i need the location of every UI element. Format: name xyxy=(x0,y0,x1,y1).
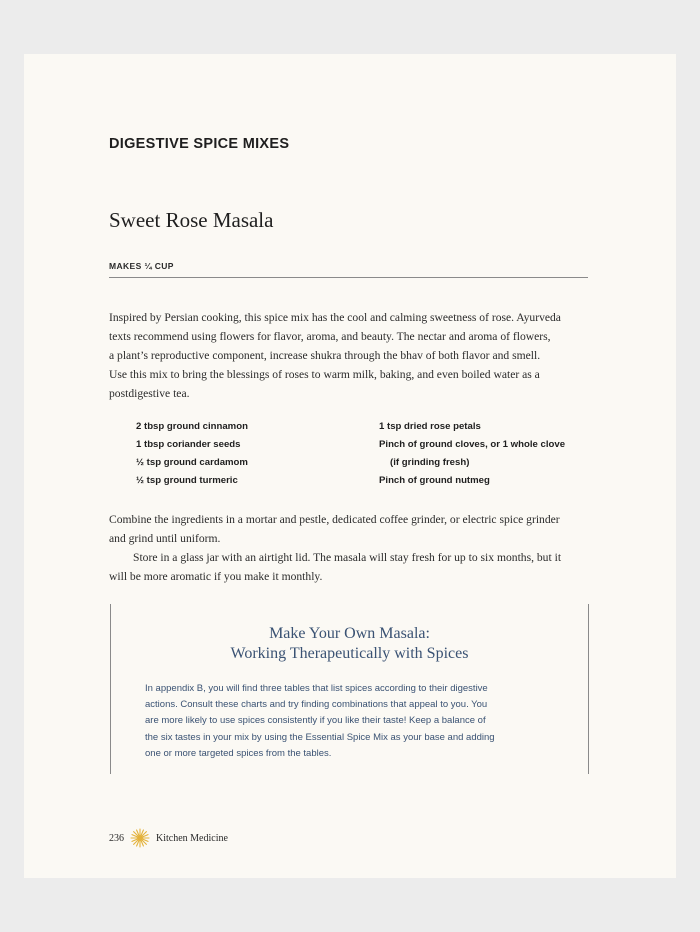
intro-line: a plant’s reproductive component, increase shukra through the bhav of both flavor and smell. xyxy=(109,349,541,362)
intro-line: Inspired by Persian cooking, this spice mix has the cool and calming sweetness of rose. Ayurveda xyxy=(109,311,561,324)
method-line: will be more aromatic if you make it monthly. xyxy=(109,570,323,583)
method-paragraph xyxy=(109,510,597,548)
page-footer xyxy=(109,828,228,848)
sidebar-title-line: Working Therapeutically with Spices xyxy=(230,645,469,662)
intro-line: Use this mix to bring the blessings of roses to warm milk, baking, and even boiled water as a xyxy=(109,368,540,381)
sun-icon xyxy=(130,828,150,848)
sidebar-title-line: Make Your Own Masala: xyxy=(269,625,430,642)
recipe-method xyxy=(109,510,597,586)
sidebar-line: In appendix B, you will find three tables that list spices according to their digestive xyxy=(145,683,488,694)
ingredient-item: 1 tsp dried rose petals xyxy=(379,421,481,432)
intro-line: texts recommend using flowers for flavor, aroma, and beauty. The nectar and aroma of flowers, xyxy=(109,330,551,343)
section-title: DIGESTIVE SPICE MIXES xyxy=(109,136,290,152)
method-paragraph xyxy=(109,548,597,586)
sidebar-box xyxy=(110,604,589,774)
sidebar-line: actions. Consult these charts and try finding combinations that appeal to you. You xyxy=(145,699,488,711)
recipe-intro xyxy=(109,308,595,403)
method-line: Store in a glass jar with an airtight lid. The masala will stay fresh for up to six months, but it xyxy=(133,551,562,564)
intro-line: postdigestive tea. xyxy=(109,387,190,400)
ingredient-note: (if grinding fresh) xyxy=(390,457,470,468)
page-number: 236 xyxy=(109,832,124,844)
ingredient-item: ½ tsp ground turmeric xyxy=(136,475,238,486)
sidebar-body xyxy=(145,681,557,762)
sidebar-title xyxy=(111,624,588,664)
ingredient-item: 2 tbsp ground cinnamon xyxy=(136,421,248,432)
ingredient-item: ½ tsp ground cardamom xyxy=(136,457,248,468)
method-line: Combine the ingredients in a mortar and pestle, dedicated coffee grinder, or electric spice grinder xyxy=(109,513,560,526)
method-line: and grind until uniform. xyxy=(109,532,221,545)
book-page xyxy=(24,54,676,878)
recipe-yield: MAKES ¼ CUP xyxy=(109,261,174,271)
sidebar-line: one or more targeted spices from the tables. xyxy=(145,747,332,759)
book-title: Kitchen Medicine xyxy=(156,832,228,844)
ingredient-column-right xyxy=(379,418,609,490)
sidebar-line: are more likely to use spices consistently if you like their taste! Keep a balance of xyxy=(145,715,486,727)
ingredient-item: Pinch of ground nutmeg xyxy=(379,475,490,486)
recipe-title: Sweet Rose Masala xyxy=(109,208,274,232)
divider xyxy=(109,277,588,278)
ingredient-column-left xyxy=(136,418,248,490)
sidebar-line: the six tastes in your mix by using the Essential Spice Mix as your base and adding xyxy=(145,731,495,743)
ingredient-item: 1 tbsp coriander seeds xyxy=(136,439,241,450)
ingredient-item: Pinch of ground cloves, or 1 whole clove xyxy=(379,439,566,450)
